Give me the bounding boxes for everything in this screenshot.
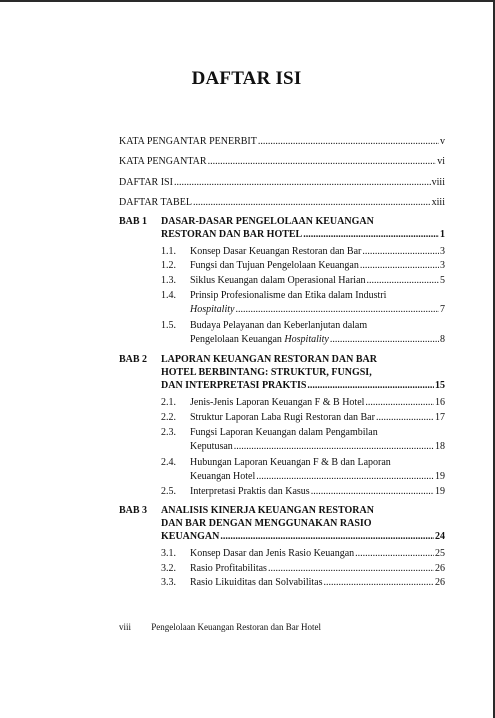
toc-entry-label: KATA PENGANTAR (119, 156, 207, 167)
chapter-title-line: DASAR-DASAR PENGELOLAAN KEUANGAN (161, 216, 374, 227)
toc-leader (362, 245, 439, 258)
toc-leader (193, 196, 431, 209)
chapter-number: BAB 2 (119, 354, 148, 365)
toc-leader (307, 379, 434, 392)
chapter-title-line: HOTEL BERBINTANG: STRUKTUR, FUNGSI, (161, 367, 372, 378)
toc-leader (268, 562, 434, 575)
section-title: Siklus Keuangan dalam Operasional Harian (190, 275, 366, 286)
section-number: 1.4. (161, 290, 176, 301)
chapter-title-line: LAPORAN KEUANGAN RESTORAN DAN BAR (161, 354, 377, 365)
section-number: 1.3. (161, 275, 176, 286)
section-entry-2-3[interactable] (161, 426, 445, 452)
chapter-entry-1[interactable] (119, 215, 445, 241)
chapter-number: BAB 3 (119, 505, 148, 516)
section-number: 2.5. (161, 486, 176, 497)
section-entry-1-4[interactable] (161, 289, 445, 315)
toc-page-number: 7 (440, 304, 445, 315)
toc-page-number: 15 (435, 380, 445, 391)
toc-page-number: 25 (435, 548, 445, 559)
toc-page-number: 5 (440, 275, 445, 286)
section-number: 3.1. (161, 548, 176, 559)
toc-leader (311, 485, 434, 498)
section-number: 2.2. (161, 412, 176, 423)
toc-entry-front-0[interactable] (119, 135, 445, 148)
chapter-title-row (161, 530, 445, 543)
toc-page-number: 3 (440, 260, 445, 271)
footer-book-title: Pengelolaan Keuangan Restoran dan Bar Hotel (151, 622, 321, 632)
chapter-number: BAB 1 (119, 216, 148, 227)
toc-entry-front-2[interactable] (119, 176, 445, 189)
toc-page-number: 19 (435, 471, 445, 482)
section-number: 2.4. (161, 457, 176, 468)
chapter-entry-2[interactable] (119, 353, 445, 392)
section-title-cont-text: Pengelolaan Keuangan Hospitality (190, 334, 329, 345)
toc-leader (367, 274, 439, 287)
toc-leader (220, 530, 434, 543)
section-entry-2-4[interactable] (161, 456, 445, 482)
toc-page-number: 16 (435, 397, 445, 408)
section-entry-1-5[interactable] (161, 319, 445, 345)
toc-leader (256, 470, 434, 483)
section-number: 1.1. (161, 246, 176, 257)
toc-page-number: 26 (435, 563, 445, 574)
section-title-cont: Keuangan Hotel (190, 471, 256, 482)
footer-page-number: viii (119, 622, 132, 632)
toc-leader (174, 176, 431, 189)
toc-entry-label: DAFTAR ISI (119, 177, 173, 188)
toc-entry-front-3[interactable] (119, 196, 445, 209)
toc-leader (376, 411, 434, 424)
toc-leader (258, 135, 439, 148)
section-title: Struktur Laporan Laba Rugi Restoran dan Bar (190, 412, 375, 423)
section-number: 2.3. (161, 427, 176, 438)
toc-leader (324, 576, 435, 589)
toc-page-number: viii (431, 177, 445, 188)
toc-leader (330, 333, 439, 346)
section-title: Konsep Dasar Keuangan Restoran dan Bar (190, 246, 362, 257)
toc-page-number: 19 (435, 486, 445, 497)
section-title: Interpretasi Praktis dan Kasus (190, 486, 310, 497)
page-footer (119, 622, 321, 632)
section-title: Konsep Dasar dan Jenis Rasio Keuangan (190, 548, 355, 559)
toc-leader (235, 303, 439, 316)
section-title: Fungsi dan Tujuan Pengelolaan Keuangan (190, 260, 359, 271)
chapter-title-row (161, 379, 445, 392)
toc-leader (234, 440, 434, 453)
toc-page-number: 24 (435, 531, 445, 542)
chapter-title-line: KEUANGAN (161, 531, 220, 542)
italic-term: Hospitality (284, 334, 329, 345)
toc-leader (355, 547, 434, 560)
toc-leader (360, 259, 439, 272)
toc-page-number: xiii (431, 197, 445, 208)
chapter-title-line: RESTORAN DAN BAR HOTEL (161, 229, 303, 240)
section-title: Rasio Profitabilitas (190, 563, 267, 574)
toc-page-number: 18 (435, 441, 445, 452)
section-title-cont: Keputusan (190, 441, 233, 452)
chapter-title-row (161, 228, 445, 241)
toc-leader (303, 228, 439, 241)
section-title: Rasio Likuiditas dan Solvabilitas (190, 577, 323, 588)
section-title: Fungsi Laporan Keuangan dalam Pengambilan (190, 427, 378, 438)
toc-page-number: v (440, 136, 445, 147)
section-title-cont: Hospitality (190, 304, 235, 315)
section-number: 3.2. (161, 563, 176, 574)
section-title: Budaya Pelayanan dan Keberlanjutan dalam (190, 320, 368, 331)
toc-entry-label: DAFTAR TABEL (119, 197, 192, 208)
section-title: Jenis-Jenis Laporan Keuangan F & B Hotel (190, 397, 365, 408)
section-title: Prinsip Profesionalisme dan Etika dalam Industri (190, 290, 387, 301)
toc-page-number: 26 (435, 577, 445, 588)
section-number: 1.2. (161, 260, 176, 271)
toc-leader (365, 396, 434, 409)
section-number: 3.3. (161, 577, 176, 588)
chapter-title-line: DAN BAR DENGAN MENGGUNAKAN RASIO (161, 518, 372, 529)
chapter-title-line: ANALISIS KINERJA KEUANGAN RESTORAN (161, 505, 374, 516)
toc-page-number: 3 (440, 246, 445, 257)
toc-page-number: 1 (440, 229, 445, 240)
section-title: Hubungan Laporan Keuangan F & B dan Laporan (190, 457, 391, 468)
toc-leader (208, 155, 437, 168)
toc-entry-label: KATA PENGANTAR PENERBIT (119, 136, 257, 147)
chapter-title-line: DAN INTERPRETASI PRAKTIS (161, 380, 307, 391)
section-title-cont (190, 333, 329, 346)
toc-page-number: 17 (435, 412, 445, 423)
section-number: 1.5. (161, 320, 176, 331)
section-number: 2.1. (161, 397, 176, 408)
toc-entry-front-1[interactable] (119, 155, 445, 168)
chapter-entry-3[interactable] (119, 504, 445, 543)
page-title: DAFTAR ISI (191, 68, 302, 89)
toc-page-number: vi (437, 156, 445, 167)
toc-page-number: 8 (440, 334, 445, 345)
